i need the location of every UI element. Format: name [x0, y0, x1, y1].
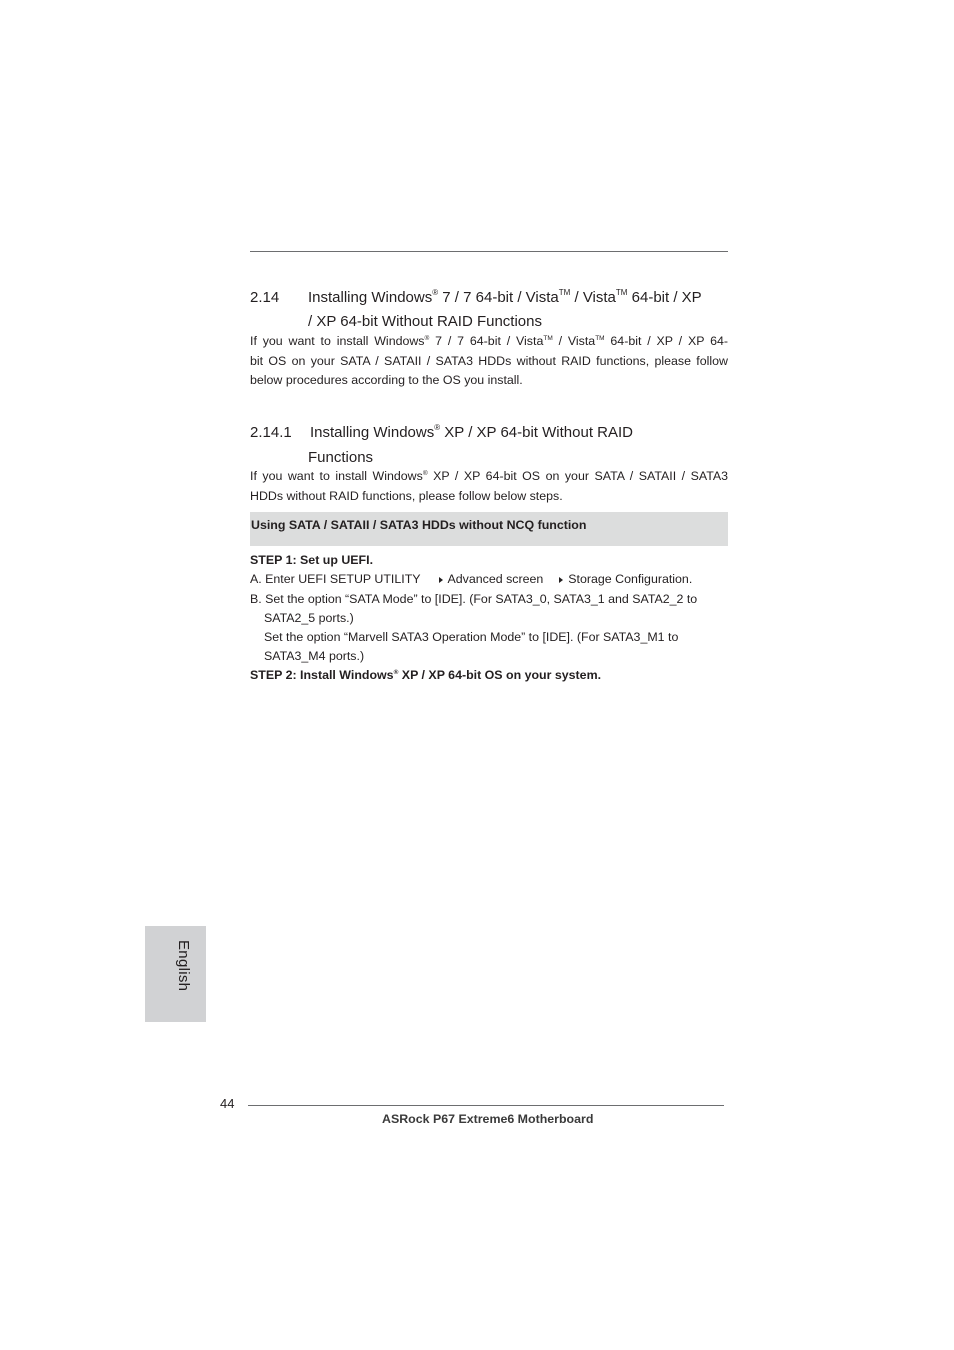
text: If you want to install Windows [250, 469, 423, 483]
text: / Vista [552, 334, 596, 348]
text: Advanced screen [447, 572, 544, 586]
step-b-line2: SATA2_5 ports.) [264, 611, 354, 625]
text: A. Enter UEFI SETUP UTILITY [250, 572, 421, 586]
title-part: / Vista [570, 289, 616, 306]
text: below procedures according to the OS you install. [250, 373, 523, 387]
step-b-line4: SATA3_M4 ports.) [264, 649, 365, 663]
section-title [308, 286, 728, 334]
box-heading: Using SATA / SATAII / SATA3 HDDs without NCQ function [251, 518, 587, 532]
arrow-right-icon [439, 577, 443, 583]
registered-mark: ® [393, 669, 399, 676]
registered-mark: ® [432, 288, 439, 297]
registered-mark: ® [434, 423, 441, 432]
trademark-mark: TM [543, 335, 553, 342]
trademark-mark: TM [595, 335, 605, 342]
section-number: 2.14 [250, 289, 280, 306]
title-part: Installing Windows [308, 289, 433, 306]
step-a [250, 570, 692, 589]
footer-rule [248, 1105, 724, 1106]
step-b-line1: B. Set the option “SATA Mode” to [IDE]. (For SATA3_0, SATA3_1 and SATA2_2 to [250, 592, 698, 606]
title-part: Installing Windows [310, 424, 435, 441]
language-tab [145, 926, 206, 1022]
title-part: XP / XP 64-bit Without RAID [440, 424, 633, 441]
ncq-heading-box [250, 512, 728, 546]
subsection-intro-paragraph [250, 467, 728, 506]
subsection-title-line-2: Functions [308, 449, 374, 466]
language-tab-label: English [175, 940, 192, 992]
title-line-2: / XP 64-bit Without RAID Functions [308, 313, 542, 330]
trademark-mark: TM [558, 288, 571, 297]
step2-title [250, 666, 601, 685]
text: HDDs without RAID functions, please follow below steps. [250, 488, 563, 503]
footer-product-name: ASRock P67 Extreme6 Motherboard [382, 1112, 594, 1126]
registered-mark: ® [424, 335, 430, 342]
subsection-title [310, 420, 633, 445]
text: XP / XP 64-bit OS on your SATA / SATAII / SATA3 [427, 469, 729, 483]
arrow-right-icon [559, 577, 563, 583]
text: Storage Configuration. [568, 572, 693, 586]
header-rule [250, 251, 728, 252]
title-part: 7 / 7 64-bit / Vista [438, 289, 559, 306]
title-part: 64-bit / XP [627, 289, 702, 306]
text: STEP 2: Install Windows [250, 668, 394, 682]
section-intro-paragraph [250, 332, 728, 391]
step-b-line3: Set the option “Marvell SATA3 Operation Mode” to [IDE]. (For SATA3_M1 to [264, 630, 679, 644]
trademark-mark: TM [615, 288, 628, 297]
text: If you want to install Windows [250, 334, 425, 348]
page-number: 44 [220, 1096, 235, 1111]
text: 7 / 7 64-bit / Vista [429, 334, 544, 348]
subsection-number: 2.14.1 [250, 424, 292, 441]
text: bit OS on your SATA / SATAII / SATA3 HDDs without RAID functions, please follow [250, 353, 728, 368]
text: 64-bit / XP / XP 64- [604, 334, 729, 348]
step1-title: STEP 1: Set up UEFI. [250, 553, 374, 567]
registered-mark: ® [422, 470, 428, 477]
text: XP / XP 64-bit OS on your system. [398, 668, 602, 682]
